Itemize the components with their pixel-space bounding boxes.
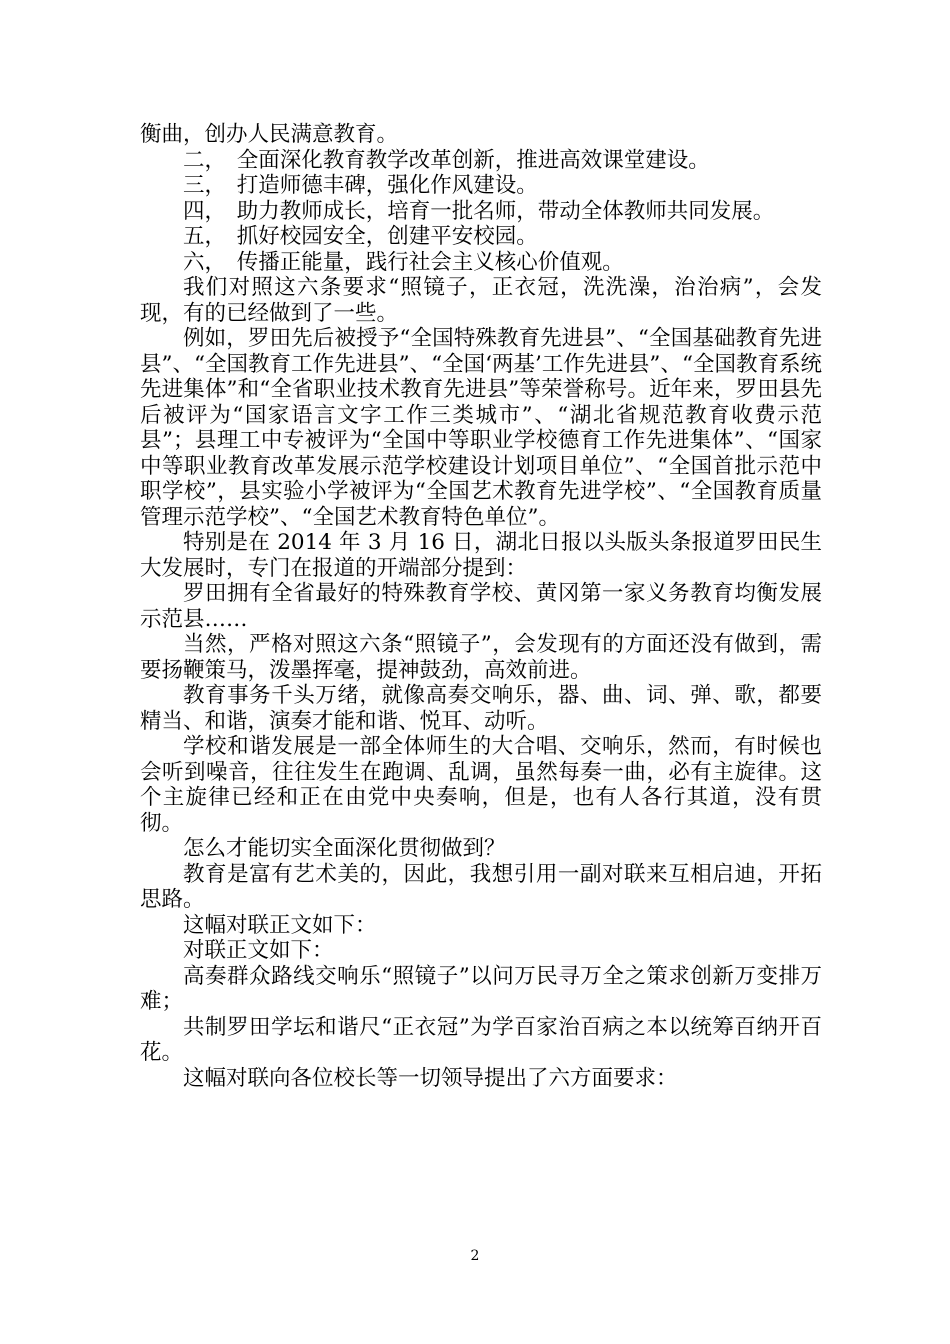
paragraph: 五， 抓好校园安全，创建平安校园。 xyxy=(183,224,538,249)
paragraph: 对联正文如下： xyxy=(183,938,334,963)
paragraph: 教育事务千头万绪，就像高奏交响乐，器、曲、词、弹、歌，都要精当、和谐，演奏才能和谐、悦耳、动听。 xyxy=(140,683,822,734)
paragraph: 高奏群众路线交响乐“照镜子”以问万民寻万全之策求创新万变排万难； xyxy=(140,963,822,1014)
paragraph: 这幅对联向各位校长等一切领导提出了六方面要求： xyxy=(183,1065,678,1091)
paragraph: 我们对照这六条要求“照镜子，正衣冠，洗洗澡，治治病”，会发现，有的已经做到了一些。 xyxy=(140,275,822,326)
paragraph: 教育是富有艺术美的，因此，我想引用一副对联来互相启迪，开拓思路。 xyxy=(140,861,822,912)
paragraph: 学校和谐发展是一部全体师生的大合唱、交响乐，然而，有时候也会听到噪音，往往发生在跑调、乱调，虽然每奏一曲，必有主旋律。这个主旋律已经和正在由党中央奏响，但是，也有人各行其道，没有贯彻。 xyxy=(140,734,822,836)
paragraph: 二， 全面深化教育教学改革创新，推进高效课堂建设。 xyxy=(183,147,710,173)
paragraph: 例如，罗田先后被授予“全国特殊教育先进县”、“全国基础教育先进县”、“全国教育工作先进县”、“全国‘两基’工作先进县”、“全国教育系统先进集体”和“全省职业技术教育先进县”等荣誉称号。近年来，罗田县先后被评为“国家语言文字工作三类城市”、“湖北省规范教育收费示范县”；县理工中专被评为“全国中等职业学校德育工作先进集体”、“国家中等职业教育改革发展示范学校建设计划项目单位”、“全国首批示范中职学校”，县实验小学被评为“全国艺术教育先进学校”、“全国教育质量管理示范学校”、“全国艺术教育特色单位”。 xyxy=(140,326,822,530)
paragraph: 四， 助力教师成长，培育一批名师，带动全体教师共同发展。 xyxy=(183,198,775,224)
paragraph: 怎么才能切实全面深化贯彻做到？ xyxy=(183,836,506,861)
paragraph: 当然，严格对照这六条“照镜子”，会发现有的方面还没有做到，需要扬鞭策马，泼墨挥毫，提神鼓劲，高效前进。 xyxy=(140,632,822,683)
paragraph: 三， 打造师德丰碑，强化作风建设。 xyxy=(183,173,538,198)
page-number: 2 xyxy=(470,1248,480,1264)
paragraph: 共制罗田学坛和谐尺“正衣冠”为学百家治百病之本以统筹百纳开百花。 xyxy=(140,1014,822,1065)
paragraph: 这幅对联正文如下： xyxy=(183,912,377,938)
paragraph: 特别是在 2014 年 3 月 16 日，湖北日报以头版头条报道罗田民生大发展时，专门在报道的开端部分提到： xyxy=(140,530,822,581)
paragraph: 六， 传播正能量，践行社会主义核心价值观。 xyxy=(183,249,624,275)
body-text xyxy=(140,122,822,1091)
paragraph: 衡曲，创办人民满意教育。 xyxy=(140,122,399,147)
paragraph: 罗田拥有全省最好的特殊教育学校、黄冈第一家义务教育均衡发展示范县…… xyxy=(140,581,822,632)
